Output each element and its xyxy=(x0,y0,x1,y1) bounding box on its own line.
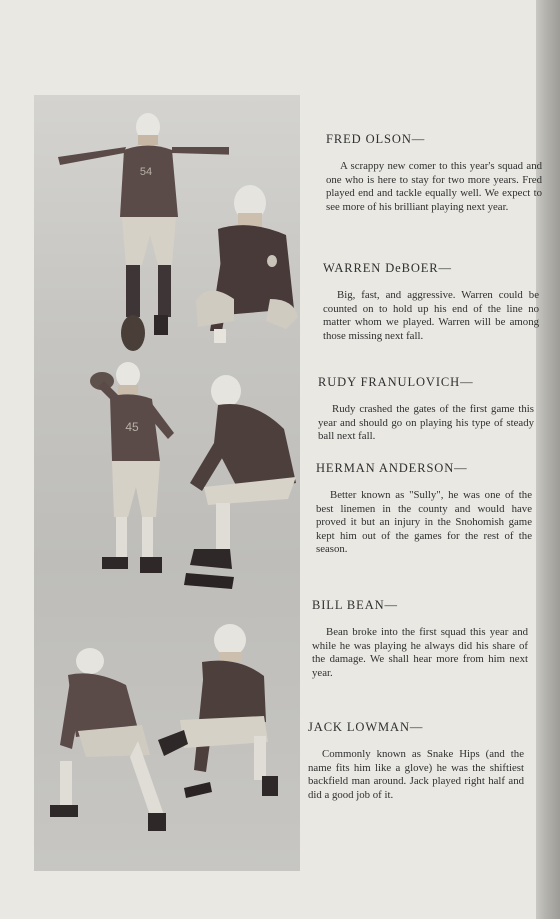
bio-jack-lowman xyxy=(308,720,524,802)
bio-rudy-franulovich xyxy=(318,375,534,444)
player-name: HERMAN ANDERSON— xyxy=(316,461,468,475)
player-photo-jack-lowman xyxy=(154,620,294,820)
bio-bill-bean xyxy=(312,598,528,680)
team-photo-panel xyxy=(34,95,300,871)
player-description: Better known as "Sully", he was one of the best linemen in the county and would have proved it but an injury in the Snohomish game kept him out of the games for the rest of the season. xyxy=(316,489,532,556)
player-photo-rudy-franulovich xyxy=(90,357,190,597)
player-name: RUDY FRANULOVICH— xyxy=(318,375,474,389)
player-name: WARREN DeBOER— xyxy=(323,261,452,275)
player-description: Commonly known as Snake Hips (and the name fits him like a glove) he was the shiftiest backfield man around. Jack played right half and did a good job of it. xyxy=(308,748,524,801)
player-description: A scrappy new comer to this year's squad and one who is here to stay for two more years. Fred played end and tackle equally well. We expect to see more of his brilliant playing next year. xyxy=(326,160,542,213)
player-description: Bean broke into the first squad this year and while he was playing he always did his share of the damage. We shall hear more from him next year. xyxy=(312,626,528,679)
jersey-number: 54 xyxy=(139,166,153,178)
player-photo-herman-anderson xyxy=(184,373,300,601)
player-name: FRED OLSON— xyxy=(326,132,426,146)
player-description: Big, fast, and aggressive. Warren could be counted on to hold up his end of the line no matter whom we played. Warren will be among those missing next fall. xyxy=(323,289,539,342)
player-description: Rudy crashed the gates of the first game this year and should go on playing his type of steady ball next fall. xyxy=(318,403,534,443)
bio-warren-deboer xyxy=(323,261,539,343)
player-name: BILL BEAN— xyxy=(312,598,398,612)
player-name: JACK LOWMAN— xyxy=(308,720,424,734)
bio-herman-anderson xyxy=(316,461,532,557)
player-photo-warren-deboer xyxy=(174,181,300,361)
jersey-number: 45 xyxy=(125,420,139,434)
bio-fred-olson xyxy=(326,132,542,214)
